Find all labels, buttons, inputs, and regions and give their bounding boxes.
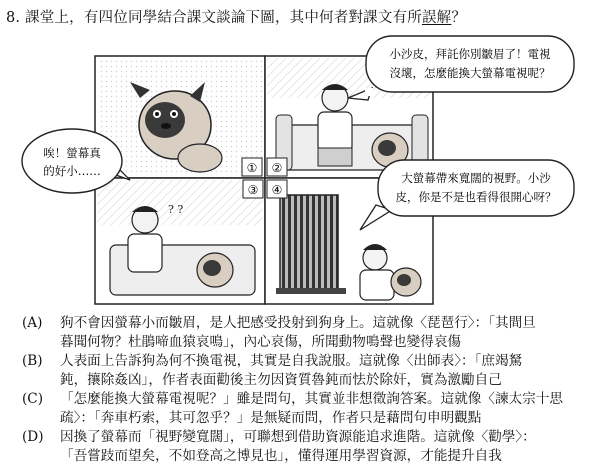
bubble-top-line2: 沒壞，怎麼能換大螢幕電視呢？ xyxy=(389,66,551,80)
option-d[interactable] xyxy=(22,428,592,466)
panel-3 xyxy=(95,178,265,304)
bubble-top-line1: 小沙皮，拜託你別皺眉了！電視 xyxy=(389,47,551,61)
option-label: (C) xyxy=(22,391,44,407)
big-tv-screen xyxy=(280,195,338,290)
four-panel-comic xyxy=(0,30,600,315)
option-a[interactable] xyxy=(22,314,592,352)
question-number: 8. xyxy=(6,10,21,26)
option-label: (D) xyxy=(22,429,44,445)
bubble-left-line1: 唉！螢幕真 xyxy=(43,146,101,160)
question-text: 課堂上，有四位同學結合課文談論下圖，其中何者對課文有所 xyxy=(25,10,422,26)
option-label: (B) xyxy=(22,353,43,369)
answer-options xyxy=(22,314,592,466)
option-c[interactable] xyxy=(22,390,592,428)
speech-bubble-top xyxy=(348,36,574,100)
option-b[interactable] xyxy=(22,352,592,390)
question-end: ？ xyxy=(451,10,467,26)
option-text-line: 「怎麼能換大螢幕電視呢？」雖是問句，其實並非想徵詢答案。這就像〈諫太宗十思 xyxy=(60,391,563,407)
option-text-line: 人表面上告訴狗為何不換電視，其實是自我說服。這就像〈出師表〉：「庶竭駑 xyxy=(60,353,523,369)
underlined-keyword: 誤解 xyxy=(421,10,452,26)
option-text-line: 狗不會因螢幕小而皺眉，是人把感受投射到狗身上。這就像〈琵琶行〉：「其間旦 xyxy=(60,315,536,331)
option-text-line: 因換了螢幕而「視野變寬闊」，可聯想到借助資源能追求進階。這就像〈勸學〉： xyxy=(60,429,536,445)
panel-number-4: ④ xyxy=(271,183,283,197)
option-text-line: 疏〉：「奔車朽索，其可忽乎？」是無疑而問，作者只是藉問句申明觀點 xyxy=(60,410,482,426)
question-stem xyxy=(6,6,466,27)
option-label: (A) xyxy=(22,315,43,331)
thought-question-marks: ? ? xyxy=(168,203,184,216)
option-text-line: 暮聞何物？杜鵑啼血猿哀鳴」，內心哀傷，所聞動物鳴聲也變得哀傷 xyxy=(60,334,462,350)
bubble-right-line2: 皮，你是不是也看得很開心呀？ xyxy=(395,190,557,204)
panel-number-1: ① xyxy=(246,161,258,175)
panel-number-3: ③ xyxy=(247,183,259,197)
bubble-left-line2: 的好小…… xyxy=(43,164,101,178)
option-text-line: 「吾嘗跂而望矣，不如登高之博見也」，懂得運用學習資源，才能提升自我 xyxy=(60,448,502,464)
panel-number-2: ② xyxy=(271,161,283,175)
bubble-right-line1: 大螢幕帶來寬闊的視野。小沙 xyxy=(401,171,551,185)
option-text-line: 鈍，攘除姦凶」，作者表面勸後主勿因資質魯鈍而怯於除奸，實為激勵自己 xyxy=(60,372,502,388)
